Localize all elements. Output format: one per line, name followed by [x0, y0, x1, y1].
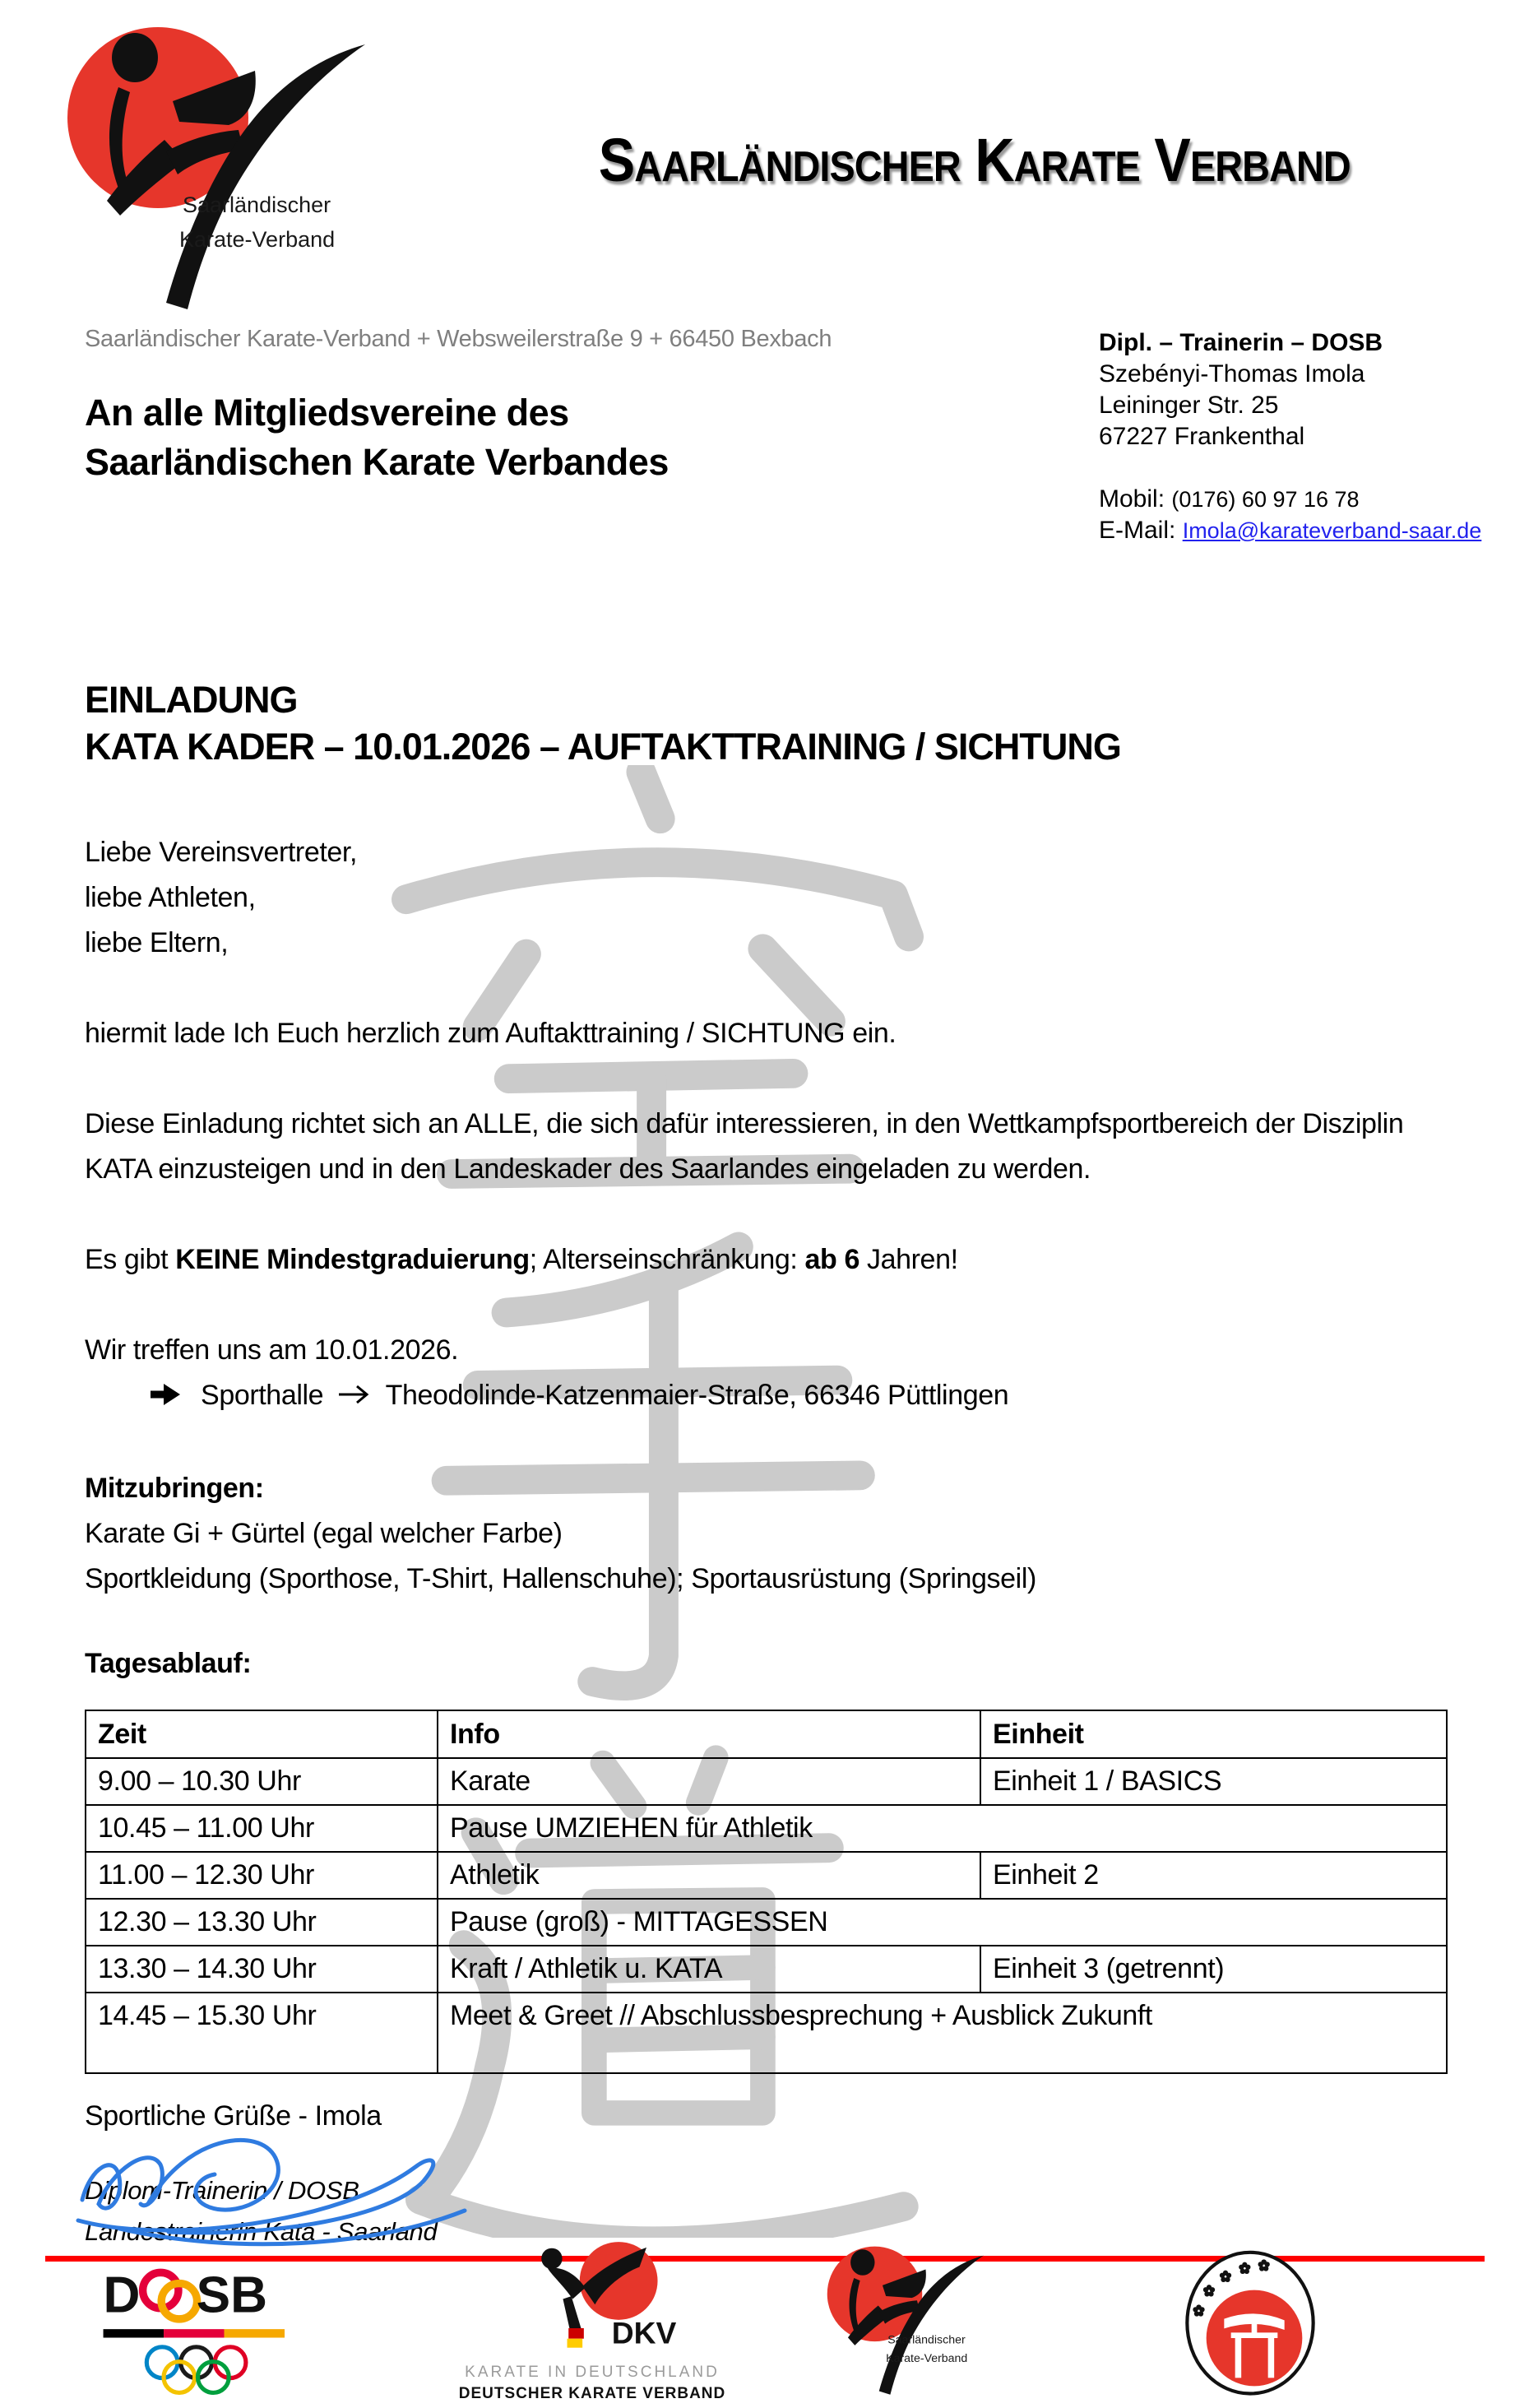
- olympic-rings-icon: [146, 2347, 246, 2393]
- meeting-address: Theodolinde-Katzenmaier-Straße, 66346 Püttlingen: [385, 1380, 1009, 1411]
- col-header-zeit: Zeit: [86, 1710, 438, 1758]
- skv-logo: [43, 23, 372, 327]
- dkv-leg-red-stripe: [568, 2328, 584, 2339]
- closing-block: [85, 2094, 1450, 2253]
- contact-mobile-row: [1099, 484, 1518, 515]
- dosb-letters-sb: SB: [196, 2266, 267, 2324]
- invitation-subject: KATA KADER – 10.01.2026 – AUFTAKTTRAINING / SICHTUNG: [85, 726, 1121, 768]
- cell-info: Kraft / Athletik u. KATA: [438, 1946, 980, 1993]
- cell-zeit: 9.00 – 10.30 Uhr: [86, 1758, 438, 1805]
- grading-pre: Es gibt: [85, 1244, 176, 1275]
- signer-role-line2: Landestrainerin Kata - Saarland: [85, 2217, 438, 2246]
- table-row: [86, 1993, 1447, 2073]
- cell-info: Athletik: [438, 1852, 980, 1899]
- cell-info: Meet & Greet // Abschlussbesprechung + Ausblick Zukunft: [438, 1993, 1447, 2073]
- meeting-location-line: [85, 1373, 1450, 1421]
- dkv-abbr: DKV: [611, 2315, 677, 2350]
- arrow-right-icon: [337, 1376, 370, 1421]
- page-title: [461, 125, 1489, 195]
- cell-zeit: 10.45 – 11.00 Uhr: [86, 1805, 438, 1852]
- karate-figure-head-icon: [850, 2249, 874, 2276]
- cell-zeit: 14.45 – 15.30 Uhr: [86, 1993, 438, 2073]
- bring-item: Karate Gi + Gürtel (egal welcher Farbe): [85, 1518, 563, 1549]
- grading-mid: ; Alterseinschränkung:: [529, 1244, 805, 1275]
- logo-name-line1: Saarländischer: [887, 2333, 966, 2347]
- flag-bar-gold: [225, 2329, 285, 2337]
- dkv-caption-line2: DEUTSCHER KARATE VERBAND: [458, 2384, 726, 2402]
- sender-address-line: Saarländischer Karate-Verband + Websweilerstraße 9 + 66450 Bexbach: [85, 326, 832, 352]
- table-row: [86, 1805, 1447, 1852]
- cell-einheit: Einheit 3 (getrennt): [980, 1946, 1447, 1993]
- logo-name-line2: Karate-Verband: [179, 227, 336, 252]
- dkv-figure-body-icon: [548, 2268, 586, 2299]
- salutation-line: liebe Eltern,: [85, 927, 229, 958]
- table-row: [86, 1758, 1447, 1805]
- email-label: E-Mail:: [1099, 517, 1176, 544]
- dkv-figure-leg-icon: [563, 2296, 581, 2330]
- logo-name-line1: Saarländischer: [183, 193, 331, 217]
- table-row: [86, 1899, 1447, 1946]
- contact-name: Szebényi-Thomas Imola: [1099, 360, 1365, 387]
- dosb-logo: [97, 2264, 299, 2400]
- cell-info: Karate: [438, 1758, 980, 1805]
- page-title-text: Saarländischer Karate Verband: [599, 126, 1351, 194]
- cell-einheit: Einheit 2: [980, 1852, 1447, 1899]
- meeting-date-line: Wir treffen uns am 10.01.2026.: [85, 1334, 459, 1366]
- torii-red-sun-icon: [1207, 2290, 1303, 2387]
- grading-bold1: KEINE Mindestgraduierung: [175, 1244, 530, 1275]
- contact-email-row: [1099, 515, 1518, 546]
- target-group-paragraph: Diese Einladung richtet sich an ALLE, die sich dafür interessieren, in den Wettkampfsportbereich der Disziplin KATA einzusteigen und in den Landeskader des Saarlandes eingeladen zu werden.: [85, 1108, 1404, 1185]
- grading-bold2: ab 6: [804, 1244, 859, 1275]
- karate-figure-head-icon: [112, 33, 158, 82]
- flag-bar-black: [104, 2329, 164, 2337]
- grading-post: Jahren!: [859, 1244, 958, 1275]
- handwritten-signature-icon: [70, 2122, 518, 2247]
- schedule-table: [85, 1710, 1448, 2074]
- contact-street: Leininger Str. 25: [1099, 392, 1279, 419]
- meeting-venue: Sporthalle: [201, 1380, 324, 1411]
- contact-city: 67227 Frankenthal: [1099, 423, 1305, 450]
- salutation-line: Liebe Vereinsvertreter,: [85, 837, 357, 868]
- schedule-heading: Tagesablauf:: [85, 1648, 252, 1679]
- mobile-number: (0176) 60 97 16 78: [1171, 487, 1360, 512]
- dkv-leg-gold-stripe: [568, 2339, 583, 2348]
- email-link[interactable]: Imola@karateverband-saar.de: [1182, 518, 1482, 543]
- recipient-block: [85, 388, 669, 487]
- schedule-header-row: [86, 1710, 1447, 1758]
- col-header-info: Info: [438, 1710, 980, 1758]
- cell-zeit: 13.30 – 14.30 Uhr: [86, 1946, 438, 1993]
- salutation-line: liebe Athleten,: [85, 882, 256, 913]
- bring-item: Sportkleidung (Sporthose, T-Shirt, Hallenschuhe); Sportausrüstung (Springseil): [85, 1563, 1036, 1594]
- dkv-caption-line1: KARATE IN DEUTSCHLAND: [465, 2363, 720, 2381]
- bring-heading: Mitzubringen:: [85, 1473, 264, 1504]
- cell-einheit: Einheit 1 / BASICS: [980, 1758, 1447, 1805]
- arrow-right-bold-icon: [149, 1376, 182, 1421]
- intro-paragraph: hiermit lade Ich Euch herzlich zum Auftakttraining / SICHTUNG ein.: [85, 1018, 897, 1049]
- recipient-line1: An alle Mitgliedsvereine des: [85, 392, 569, 434]
- table-row: [86, 1946, 1447, 1993]
- flag-bar-red: [164, 2329, 224, 2337]
- signer-role-line1: Diplom-Trainerin / DOSB: [85, 2176, 359, 2205]
- grading-paragraph: [85, 1237, 1450, 1283]
- torii-dojo-logo: [1168, 2248, 1332, 2398]
- dosb-letter-d: D: [103, 2266, 141, 2324]
- recipient-line2: Saarländischen Karate Verbandes: [85, 441, 669, 483]
- table-row: [86, 1852, 1447, 1899]
- contact-role: Dipl. – Trainerin – DOSB: [1099, 329, 1383, 356]
- dkv-figure-head-icon: [541, 2248, 562, 2269]
- letter-body: [85, 676, 1450, 2253]
- logo-name-line2: Karate-Verband: [886, 2351, 968, 2365]
- dkv-logo-block: [456, 2238, 728, 2403]
- cell-info: Pause UMZIEHEN für Athletik: [438, 1805, 1447, 1852]
- skv-logo-footer: [814, 2244, 987, 2404]
- invitation-heading: EINLADUNG: [85, 679, 298, 721]
- dkv-logo: [502, 2238, 683, 2356]
- cell-zeit: 12.30 – 13.30 Uhr: [86, 1899, 438, 1946]
- closing-greeting: Sportliche Grüße - Imola: [85, 2100, 382, 2132]
- mobile-label: Mobil:: [1099, 485, 1165, 513]
- contact-block: [1099, 327, 1518, 546]
- cell-zeit: 11.00 – 12.30 Uhr: [86, 1852, 438, 1899]
- cell-info: Pause (groß) - MITTAGESSEN: [438, 1899, 1447, 1946]
- col-header-einheit: Einheit: [980, 1710, 1447, 1758]
